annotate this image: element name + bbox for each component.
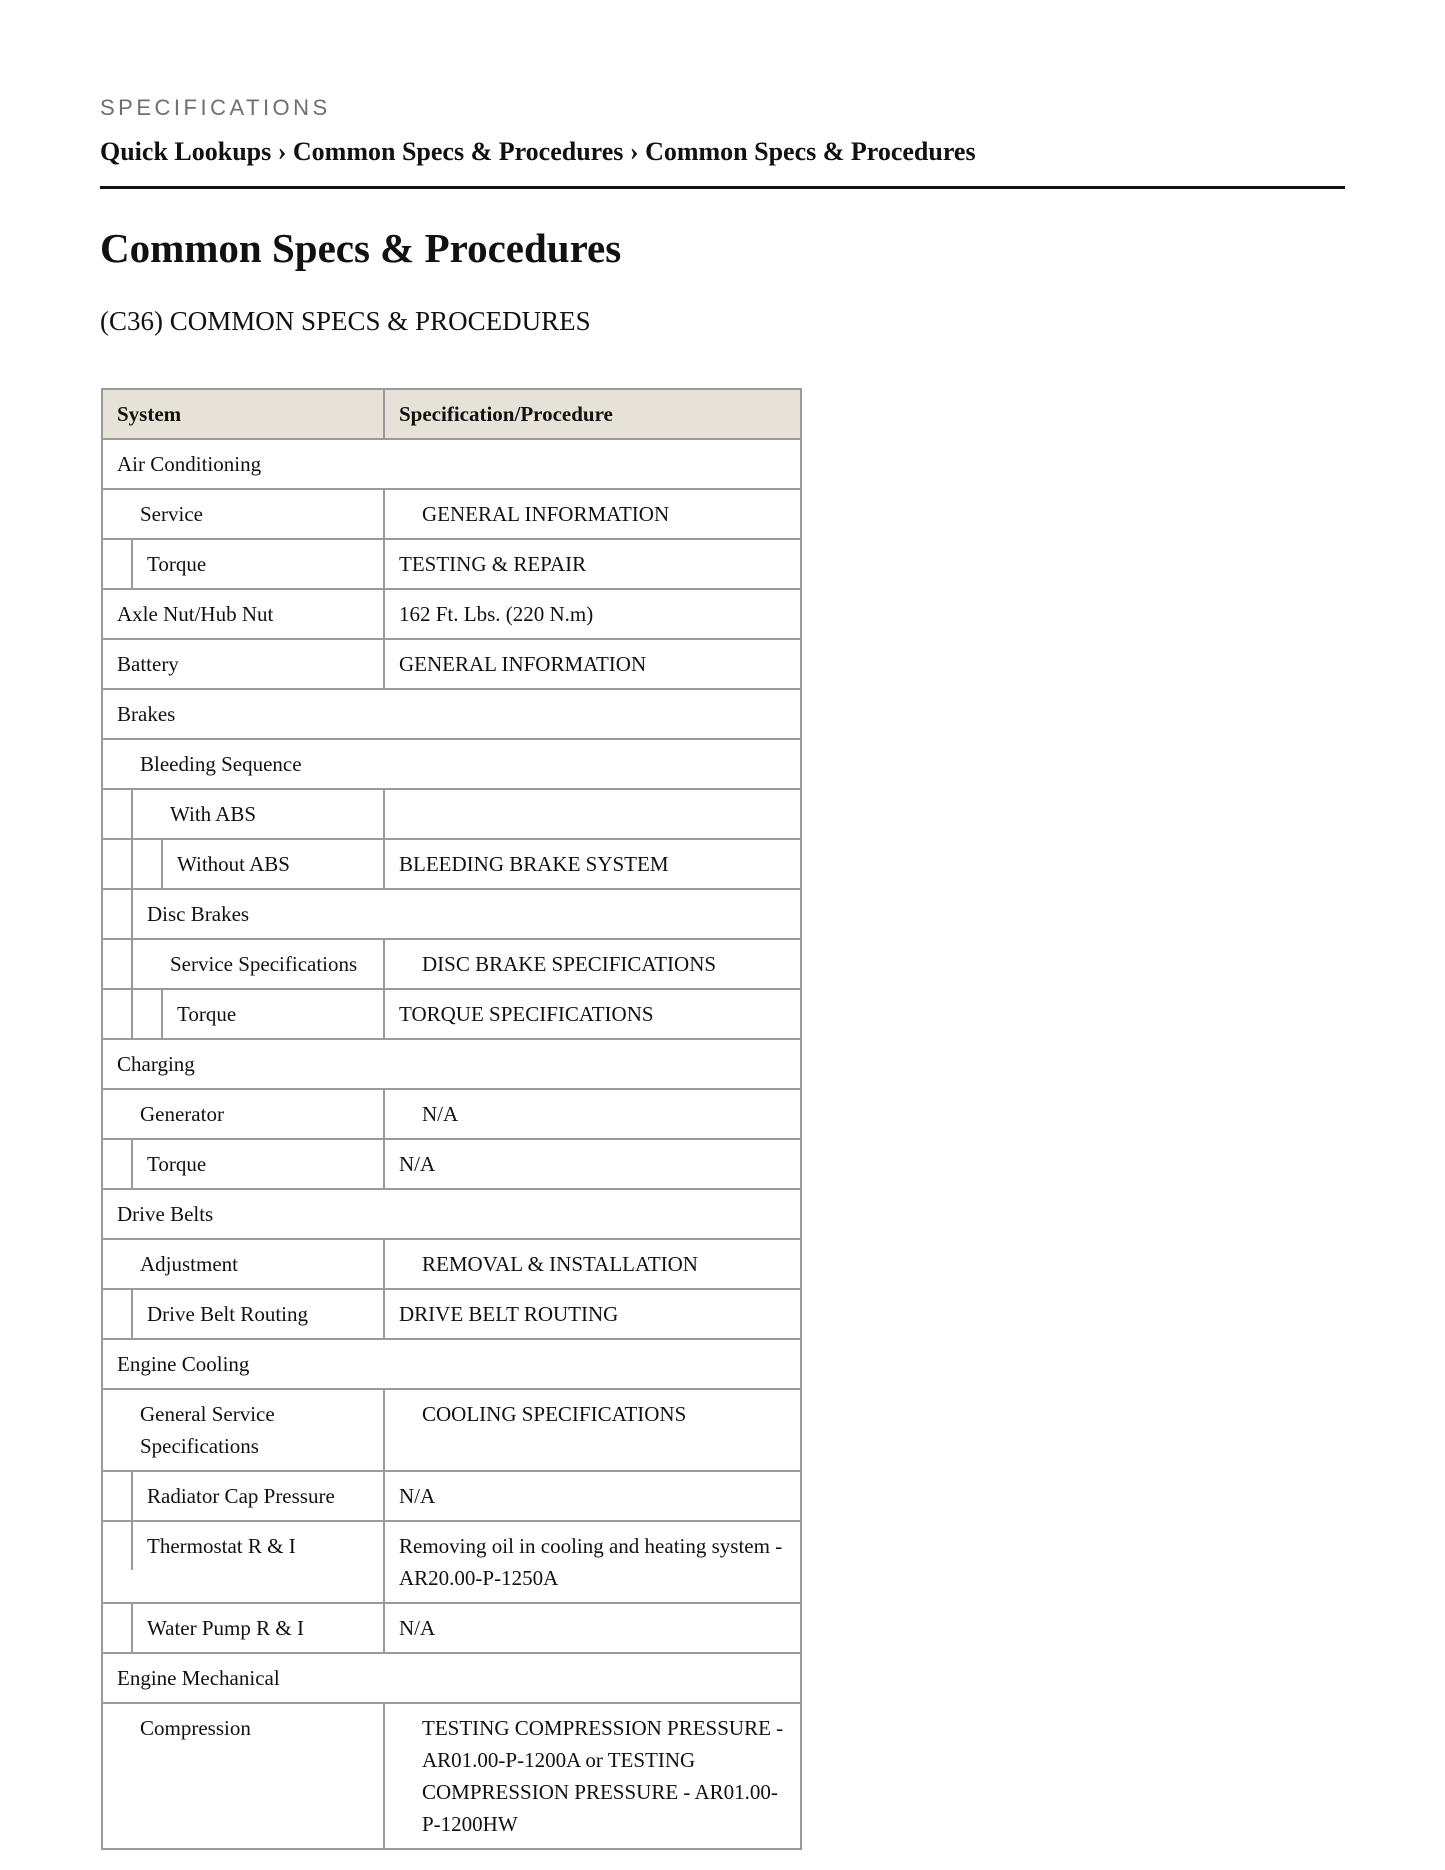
system-cell-content (103, 1190, 800, 1238)
system-cell (102, 1339, 801, 1389)
indent-gutter (133, 990, 163, 1038)
system-cell (102, 489, 384, 539)
system-cell (102, 989, 384, 1039)
table-row (102, 689, 801, 739)
breadcrumb: Quick Lookups › Common Specs & Procedures › Common Specs & Procedures (100, 137, 976, 166)
system-cell (102, 439, 801, 489)
table-row (102, 539, 801, 589)
system-cell-content (103, 740, 800, 788)
indent-gutter (133, 840, 163, 888)
indent-gutter (103, 1140, 133, 1188)
spec-cell (384, 1089, 801, 1139)
system-cell (102, 1239, 384, 1289)
spec-text: DRIVE BELT ROUTING (399, 1302, 619, 1326)
table-row (102, 889, 801, 939)
system-cell-content (103, 1140, 383, 1188)
system-cell (102, 939, 384, 989)
table-row (102, 839, 801, 889)
spec-text: N/A (399, 1616, 436, 1640)
spec-text: 162 Ft. Lbs. (220 N.m) (399, 602, 594, 626)
system-label: Axle Nut/Hub Nut (117, 602, 274, 626)
table-row (102, 1603, 801, 1653)
indent-gutter (103, 540, 133, 588)
system-cell (102, 1039, 801, 1089)
spec-text: Removing oil in cooling and heating system - AR20.00-P-1250A (399, 1534, 783, 1590)
system-cell-content (103, 890, 800, 938)
system-label: Bleeding Sequence (140, 752, 302, 776)
table-row (102, 1289, 801, 1339)
system-cell (102, 789, 384, 839)
indent-gutter (103, 1522, 133, 1570)
spec-cell (384, 939, 801, 989)
system-cell-content (103, 1704, 383, 1752)
spec-cell (384, 789, 801, 839)
spec-cell (384, 1389, 801, 1471)
system-cell-content (103, 1040, 800, 1088)
system-label: Thermostat R & I (147, 1534, 296, 1558)
indent-gutter (103, 790, 133, 838)
spec-text: TESTING & REPAIR (399, 552, 587, 576)
system-label: Generator (140, 1102, 224, 1126)
system-cell-content (103, 1604, 383, 1652)
system-cell (102, 839, 384, 889)
indent-gutter (103, 1290, 133, 1338)
spec-cell (384, 1471, 801, 1521)
indent-gutter (103, 1472, 133, 1520)
system-cell (102, 1703, 384, 1849)
system-cell (102, 639, 384, 689)
spec-cell (384, 1703, 801, 1849)
spec-cell (384, 1139, 801, 1189)
system-label: Brakes (117, 702, 176, 726)
system-label: General Service Specifications (140, 1402, 275, 1458)
spec-cell (384, 839, 801, 889)
system-cell (102, 1089, 384, 1139)
system-cell (102, 1189, 801, 1239)
spec-text: COOLING SPECIFICATIONS (422, 1402, 687, 1426)
system-label: With ABS (170, 802, 257, 826)
system-label: Water Pump R & I (147, 1616, 304, 1640)
system-cell-content (103, 1390, 383, 1470)
spec-cell (384, 1603, 801, 1653)
system-label: Radiator Cap Pressure (147, 1484, 335, 1508)
table-row (102, 1339, 801, 1389)
table-row (102, 1189, 801, 1239)
system-cell-content (103, 690, 800, 738)
system-label: Disc Brakes (147, 902, 250, 926)
system-cell (102, 889, 801, 939)
spec-cell (384, 1521, 801, 1603)
system-label: Drive Belts (117, 1202, 214, 1226)
system-cell (102, 1139, 384, 1189)
table-row (102, 789, 801, 839)
spec-cell (384, 539, 801, 589)
spec-text: BLEEDING BRAKE SYSTEM (399, 852, 669, 876)
spec-text: GENERAL INFORMATION (399, 652, 647, 676)
system-label: Charging (117, 1052, 195, 1076)
table-row (102, 1471, 801, 1521)
system-label: Service (140, 502, 203, 526)
system-cell-content (103, 1240, 383, 1288)
spec-text: TORQUE SPECIFICATIONS (399, 1002, 654, 1026)
page-subtitle: (C36) COMMON SPECS & PROCEDURES (100, 306, 591, 336)
table-row (102, 1521, 801, 1603)
page-title: Common Specs & Procedures (100, 225, 622, 271)
spec-text: REMOVAL & INSTALLATION (422, 1252, 698, 1276)
system-label: Engine Mechanical (117, 1666, 280, 1690)
table-row (102, 739, 801, 789)
spec-cell (384, 589, 801, 639)
system-cell-content (103, 540, 383, 588)
table-row (102, 1389, 801, 1471)
system-cell-content (103, 1654, 800, 1702)
spec-cell (384, 989, 801, 1039)
table-row (102, 939, 801, 989)
system-cell (102, 589, 384, 639)
system-label: Air Conditioning (117, 452, 262, 476)
system-cell (102, 739, 801, 789)
indent-gutter (103, 990, 133, 1038)
spec-text: TESTING COMPRESSION PRESSURE - AR01.00-P-1200A or TESTING COMPRESSION PRESSURE - AR01.00-P-1200HW (422, 1716, 784, 1836)
table-row (102, 439, 801, 489)
spec-cell (384, 489, 801, 539)
system-cell-content (103, 590, 383, 638)
system-cell (102, 1603, 384, 1653)
system-cell-content (103, 840, 383, 888)
system-cell-content (103, 1522, 383, 1570)
table-row (102, 1653, 801, 1703)
indent-gutter (103, 890, 133, 938)
indent-gutter (103, 940, 133, 988)
spec-text: N/A (399, 1152, 436, 1176)
column-header-spec: Specification/Procedure (384, 389, 801, 439)
table-row (102, 1239, 801, 1289)
specs-table (101, 388, 802, 1850)
system-cell (102, 1521, 384, 1603)
system-label: Compression (140, 1716, 251, 1740)
table-body (102, 439, 801, 1849)
system-cell-content (103, 940, 383, 988)
table-row (102, 989, 801, 1039)
system-label: Battery (117, 652, 179, 676)
system-label: Torque (147, 1152, 207, 1176)
system-label: Drive Belt Routing (147, 1302, 308, 1326)
spec-text: N/A (399, 1484, 436, 1508)
system-label: Adjustment (140, 1252, 238, 1276)
system-label: Service Specifications (170, 952, 358, 976)
indent-gutter (103, 840, 133, 888)
table-row (102, 489, 801, 539)
system-cell (102, 1389, 384, 1471)
column-header-system: System (102, 389, 384, 439)
system-cell-content (103, 990, 383, 1038)
section-kicker: SPECIFICATIONS (100, 95, 331, 120)
system-cell-content (103, 640, 383, 688)
system-cell (102, 1471, 384, 1521)
table-row (102, 1039, 801, 1089)
system-cell (102, 539, 384, 589)
system-label: Torque (177, 1002, 237, 1026)
spec-text (385, 790, 800, 806)
table-row (102, 639, 801, 689)
spec-text: DISC BRAKE SPECIFICATIONS (422, 952, 717, 976)
system-cell-content (103, 1290, 383, 1338)
table-row (102, 589, 801, 639)
system-cell-content (103, 1340, 800, 1388)
table-row (102, 1703, 801, 1849)
system-label: Without ABS (177, 852, 290, 876)
system-cell-content (103, 1090, 383, 1138)
table-row (102, 1139, 801, 1189)
system-label: Torque (147, 552, 207, 576)
system-cell (102, 1653, 801, 1703)
system-cell-content (103, 490, 383, 538)
spec-cell (384, 1239, 801, 1289)
spec-cell (384, 1289, 801, 1339)
system-cell-content (103, 790, 383, 838)
indent-gutter (103, 1604, 133, 1652)
spec-text: N/A (422, 1102, 459, 1126)
system-cell (102, 1289, 384, 1339)
table-header-row (102, 389, 801, 439)
header-divider (100, 186, 1345, 189)
system-cell (102, 689, 801, 739)
spec-text: GENERAL INFORMATION (422, 502, 670, 526)
system-cell-content (103, 440, 800, 488)
system-label: Engine Cooling (117, 1352, 250, 1376)
spec-cell (384, 639, 801, 689)
table-row (102, 1089, 801, 1139)
system-cell-content (103, 1472, 383, 1520)
